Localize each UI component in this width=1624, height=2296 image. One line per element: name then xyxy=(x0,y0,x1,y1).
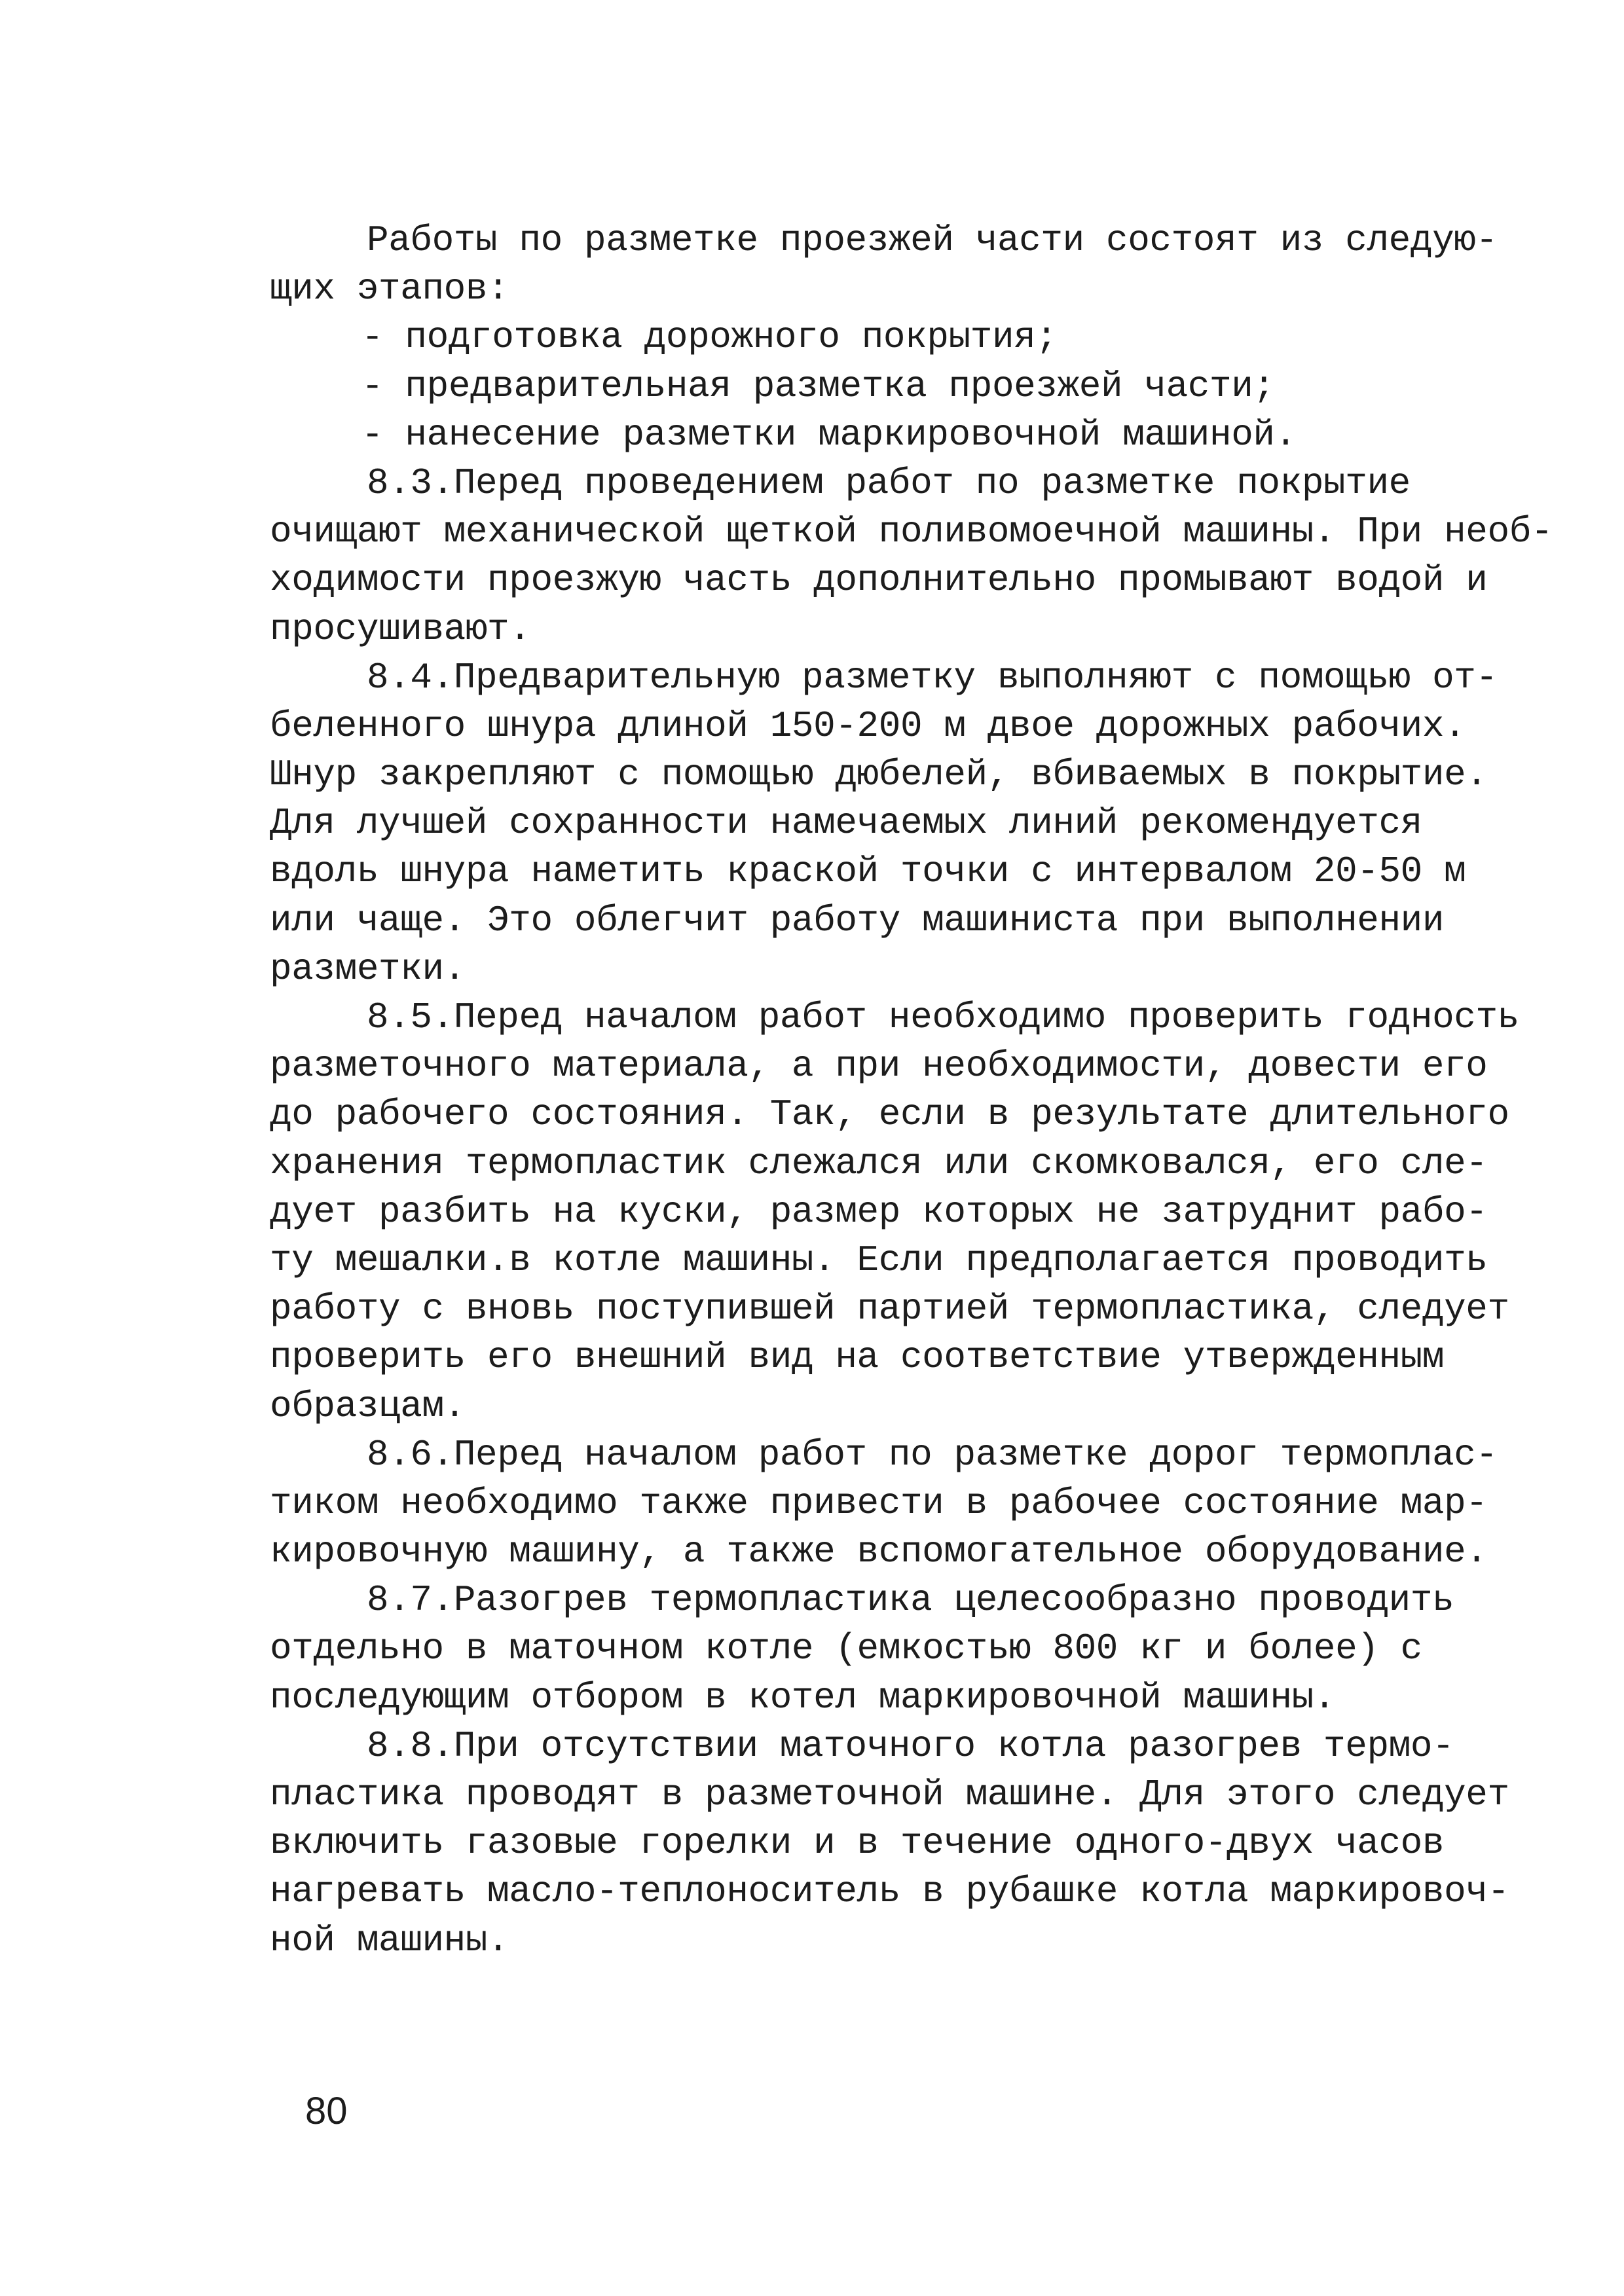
text-line: ходимости проезжую часть дополнительно промывают водой и xyxy=(270,559,1488,602)
text-line: просушивают. xyxy=(270,608,531,650)
text-line: 8.8.При отсутствии маточного котла разогрев термо- xyxy=(367,1724,1454,1767)
text-line: разметочного материала, а при необходимости, довести его xyxy=(270,1045,1488,1087)
text-line: образцам. xyxy=(270,1385,466,1427)
body-text xyxy=(270,216,1553,1965)
text-line: хранения термопластик слежался или скомковался, его сле- xyxy=(270,1142,1488,1184)
text-line: кировочную машину, а также вспомогательное оборудование. xyxy=(270,1531,1488,1573)
text-line: беленного шнура длиной 150-200 м двое дорожных рабочих. xyxy=(270,704,1466,747)
text-line: ту мешалки.в котле машины. Если предполагается проводить xyxy=(270,1239,1488,1281)
text-line: очищают механической щеткой поливомоечной машины. При необ- xyxy=(270,511,1553,553)
text-line: 8.6.Перед началом работ по разметке дорог термоплас- xyxy=(367,1433,1498,1476)
text-line: 8.3.Перед проведением работ по разметке покрытие xyxy=(367,462,1411,504)
text-line: 8.5.Перед началом работ необходимо проверить годность xyxy=(367,996,1519,1038)
text-line: проверить его внешний вид на соответствие утвержденным xyxy=(270,1336,1445,1379)
text-line: до рабочего состояния. Так, если в результате длительного xyxy=(270,1093,1509,1136)
text-line: щих этапов: xyxy=(270,268,509,310)
text-line: - подготовка дорожного покрытия; xyxy=(361,316,1058,359)
text-line: или чаще. Это облегчит работу машиниста при выполнении xyxy=(270,899,1445,941)
text-line: отдельно в маточном котле (емкостью 800 кг и более) с xyxy=(270,1628,1422,1670)
text-line: дует разбить на куски, размер которых не затруднит рабо- xyxy=(270,1190,1488,1233)
text-line: Для лучшей сохранности намечаемых линий рекомендуется xyxy=(270,802,1422,845)
text-line: - нанесение разметки маркировочной машиной. xyxy=(361,413,1297,456)
text-line: пластика проводят в разметочной машине. Для этого следует xyxy=(270,1774,1509,1815)
text-line: работу с вновь поступившей партией термопластика, следует xyxy=(270,1288,1509,1330)
text-line: нагревать масло-теплоноситель в рубашке котла маркировоч- xyxy=(270,1870,1509,1913)
text-line: Работы по разметке проезжей части состоят из следую- xyxy=(367,219,1498,261)
page-number: 80 xyxy=(305,2090,348,2132)
text-line: разметки. xyxy=(270,947,466,990)
text-line: Шнур закрепляют с помощью дюбелей, вбиваемых в покрытие. xyxy=(270,754,1488,796)
text-line: последующим отбором в котел маркировочной машины. xyxy=(270,1676,1336,1719)
text-line: - предварительная разметка проезжей части; xyxy=(361,365,1275,407)
text-line: включить газовые горелки и в течение одного-двух часов xyxy=(270,1822,1445,1865)
text-line: 8.4.Предварительную разметку выполняют с помощью от- xyxy=(367,656,1498,699)
text-line: тиком необходимо также привести в рабочее состояние мар- xyxy=(270,1482,1488,1524)
text-line: 8.7.Разогрев термопластика целесообразно проводить xyxy=(367,1579,1454,1622)
text-line: вдоль шнура наметить краской точки с интервалом 20-50 м xyxy=(270,850,1466,893)
text-line: ной машины. xyxy=(270,1919,509,1961)
